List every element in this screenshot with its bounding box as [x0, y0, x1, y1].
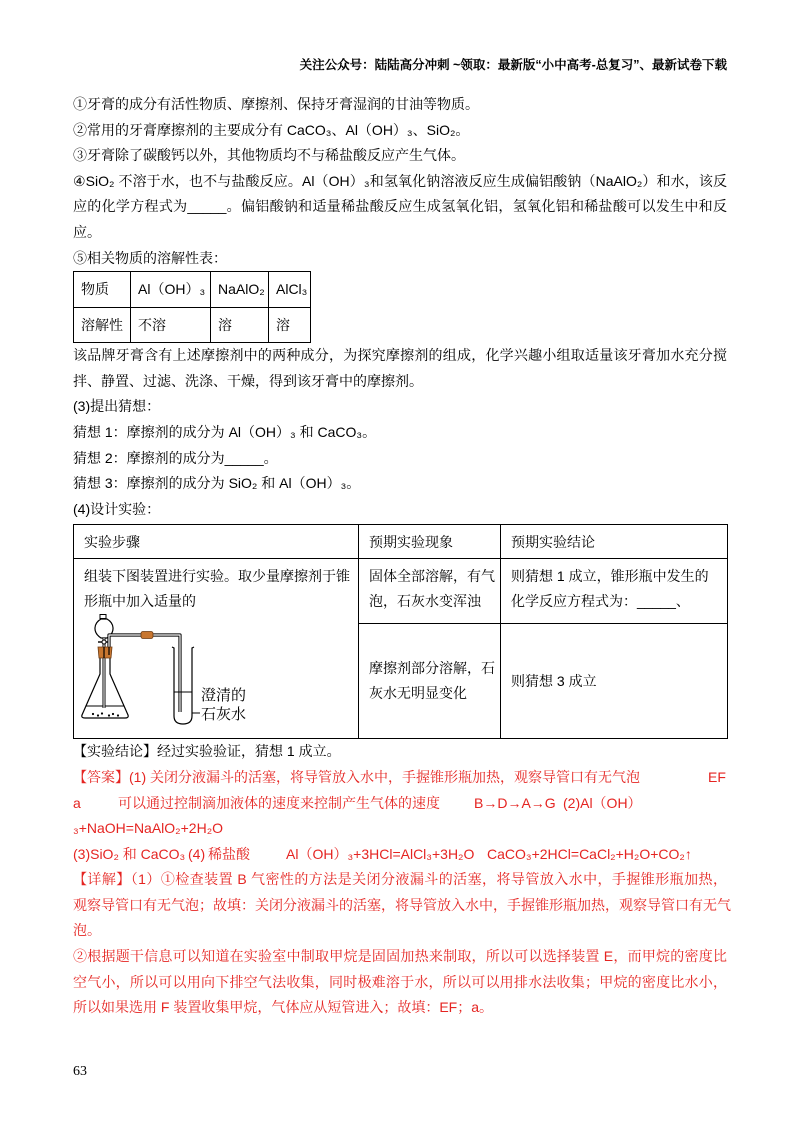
- funnel-top-stopper: [100, 615, 106, 619]
- solid-particle: [112, 713, 114, 715]
- solubility-cell: NaAlO₂: [211, 272, 269, 308]
- conclusion-line: 则猜想 1 成立，锥形瓶中发生的: [511, 568, 709, 585]
- answer-connection-order: B→D→A→G: [474, 794, 556, 811]
- experiment-header-row: [74, 525, 728, 559]
- answer-equation-aloh3: Al（OH）₃+3HCl=AlCl₃+3H₂O: [286, 845, 475, 862]
- answer-part-1: 【答案】(1) 关闭分液漏斗的活塞，将导管放入水中，手握锥形瓶加热，观察导管口有无气泡: [73, 768, 640, 785]
- phenomenon-line: 泡，石灰水变浑浊: [369, 593, 481, 610]
- solubility-cell: 溶: [211, 307, 269, 343]
- page-header: 关注公众号：陆陆高分冲刺 ~领取：最新版“小中高考-总复习”、最新试卷下载: [299, 58, 727, 72]
- solid-particle: [101, 713, 103, 715]
- fact-line-2: ②常用的牙膏摩擦剂的主要成分有 CaCO₃、Al（OH）₃、SiO₂。: [73, 121, 470, 138]
- body-line-2: 拌、静置、过滤、洗涤、干燥，得到该牙膏中的摩擦剂。: [73, 372, 423, 389]
- solid-particle: [97, 715, 99, 717]
- diagram-label-limewater: 石灰水: [201, 707, 247, 724]
- rubber-tube-joint: [141, 632, 153, 639]
- stopcock-knob: [102, 640, 106, 644]
- test-tube: [172, 647, 194, 724]
- hypothesis-2: 猜想 2：摩擦剂的成分为_____。: [73, 449, 278, 466]
- conclusion-cell-1: [501, 559, 728, 624]
- answer-line-3: ₃+NaOH=NaAlO₂+2H₂O: [73, 820, 224, 837]
- experiment-conclusion: 【实验结论】经过实验验证，猜想 1 成立。: [73, 743, 341, 760]
- experiment-row-1: [74, 559, 728, 624]
- flask-rubber-stopper: [98, 647, 112, 658]
- explanation-line-5: 空气小，所以可以用向下排空气法收集，同时极难溶于水，所以可以用排水法收集；甲烷的密度比水小，: [73, 973, 727, 990]
- solubility-cell: 不溶: [131, 307, 211, 343]
- solubility-cell: 溶: [269, 307, 311, 343]
- answer-speed-control: 可以通过控制滴加液体的速度来控制产生气体的速度: [118, 794, 440, 811]
- step-line: 组装下图装置进行实验。取少量摩擦剂于锥: [84, 568, 350, 585]
- explanation-line-3: 泡。: [73, 922, 101, 939]
- explanation-line-2: 观察导管口有无气泡；故填：关闭分液漏斗的活塞，将导管放入水中，手握锥形瓶加热，观察导管口有无气: [73, 896, 731, 913]
- fact-line-6: 应。: [73, 223, 101, 240]
- phenomenon-line: 摩擦剂部分溶解，石: [369, 660, 495, 677]
- explanation-line-4: ②根据题干信息可以知道在实验室中制取甲烷是固固加热来制取，所以可以选择装置 E，而甲烷的密度比: [73, 948, 727, 965]
- solubility-cell: AlCl₃: [269, 272, 311, 308]
- conclusion-line: 化学反应方程式为：_____、: [511, 593, 690, 610]
- phenomenon-line: 固体全部溶解，有气: [369, 568, 495, 585]
- explanation-line-6: 所以如果选用 F 装置收集甲烷，气体应从短管进入；故填：EF；a。: [73, 999, 494, 1016]
- solubility-cell: Al（OH）₃: [131, 272, 211, 308]
- phenomenon-cell-2: [359, 624, 501, 739]
- solid-particle: [108, 715, 110, 717]
- header-conclusion: 预期实验结论: [501, 525, 728, 559]
- page-number: 63: [73, 1064, 87, 1079]
- diagram-label-clear: 澄清的: [201, 688, 247, 705]
- answer-equation-caco3: CaCO₃+2HCl=CaCl₂+H₂O+CO₂↑: [487, 845, 692, 862]
- answer-part-4-label: (4): [188, 845, 206, 862]
- solubility-table: [73, 271, 311, 343]
- hypothesis-heading: (3)提出猜想：: [73, 398, 161, 415]
- answer-part-2-start: (2)Al（OH）: [563, 794, 642, 811]
- experiment-heading: (4)设计实验：: [73, 500, 161, 517]
- solid-particle: [92, 713, 94, 715]
- answer-line-1: [73, 765, 727, 791]
- solubility-row-substance: [74, 272, 311, 308]
- solubility-cell: 溶解性: [74, 307, 131, 343]
- answer-reagent: 稀盐酸: [208, 845, 250, 862]
- conclusion-line: 则猜想 3 成立: [511, 672, 597, 689]
- fact-line-3: ③牙膏除了碳酸钙以外，其他物质均不与稀盐酸反应产生气体。: [73, 147, 465, 164]
- header-phenomenon: 预期实验现象: [359, 525, 501, 559]
- phenomenon-line: 灰水无明显变化: [369, 685, 467, 702]
- hypothesis-3: 猜想 3：摩擦剂的成分为 SiO₂ 和 Al（OH）₃。: [73, 475, 361, 492]
- step-line: 形瓶中加入适量的: [84, 593, 196, 610]
- fact-line-1: ①牙膏的成分有活性物质、摩擦剂、保持牙膏湿润的甘油等物质。: [73, 96, 479, 112]
- answer-a: a: [73, 794, 81, 811]
- answer-ef: EF: [708, 768, 726, 785]
- answer-line-4: [73, 842, 727, 868]
- phenomenon-cell-1: [359, 559, 501, 624]
- fact-line-5: 应的化学方程式为_____。偏铝酸钠和适量稀盐酸反应生成氢氧化铝，氢氧化铝和稀盐酸可以发生中和反: [73, 198, 727, 215]
- delivery-tube-inner: [109, 635, 180, 712]
- answer-part-3: (3)SiO₂ 和 CaCO₃: [73, 845, 186, 862]
- apparatus-diagram: [79, 614, 269, 730]
- delivery-tube-outer: [109, 635, 180, 712]
- hypothesis-1: 猜想 1：摩擦剂的成分为 Al（OH）₃ 和 CaCO₃。: [73, 423, 377, 440]
- header-steps: 实验步骤: [74, 525, 359, 559]
- explanation-line-1: 【详解】（1）①检查装置 B 气密性的方法是关闭分液漏斗的活塞，将导管放入水中，手握锥形瓶加热，: [73, 871, 727, 888]
- body-line-1: 该品牌牙膏含有上述摩擦剂中的两种成分，为探究摩擦剂的组成，化学兴趣小组取适量该牙膏加水充分搅: [73, 347, 727, 364]
- solubility-row-solubility: [74, 307, 311, 343]
- solid-particle: [117, 715, 119, 717]
- page-content: [73, 92, 731, 1021]
- conclusion-cell-2: [501, 624, 728, 739]
- experiment-table: [73, 524, 728, 739]
- fact-line-7: ⑤相关物质的溶解性表：: [73, 249, 227, 266]
- fact-line-4: ④SiO₂ 不溶于水，也不与盐酸反应。Al（OH）₃和氢氧化钠溶液反应生成偏铝酸钠（NaAlO₂）和水，该反: [73, 172, 727, 189]
- solubility-cell: 物质: [74, 272, 131, 308]
- experiment-steps-cell: [74, 559, 359, 739]
- answer-line-2: [73, 791, 727, 817]
